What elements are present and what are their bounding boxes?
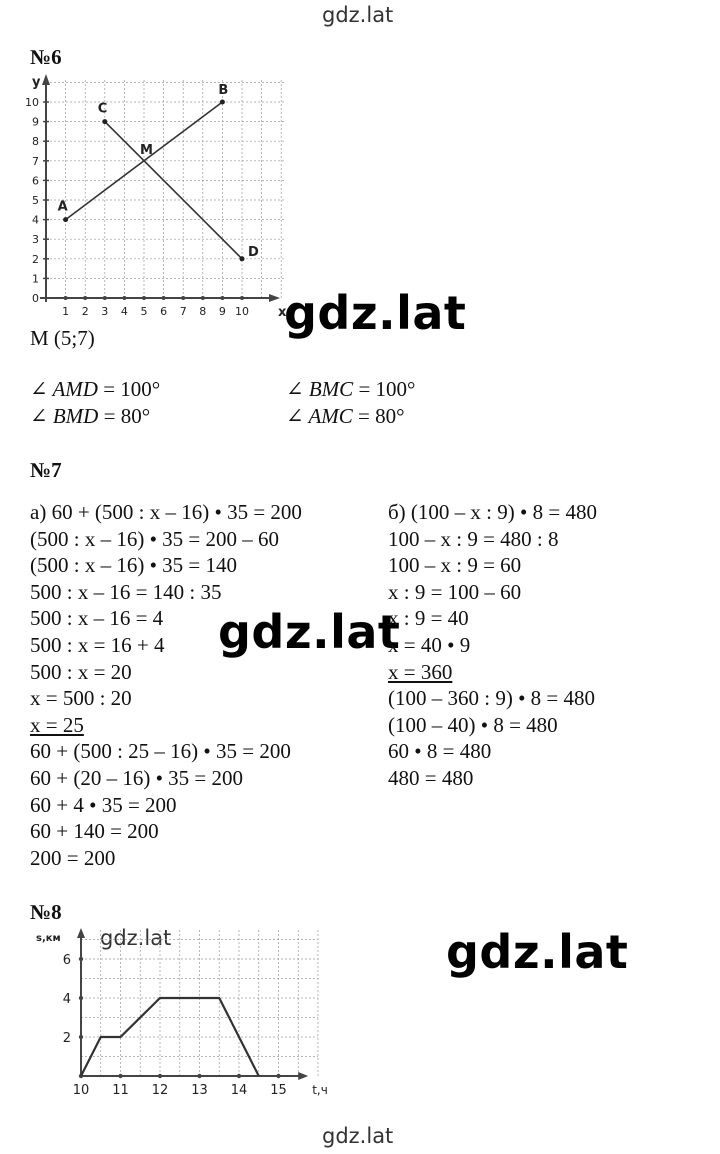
watermark-large-1: gdz.lat: [284, 286, 467, 340]
eq-b-line-6: х = 40 • 9: [388, 632, 471, 657]
watermark-chart: gdz.lat: [100, 926, 172, 950]
eq-a-check-4: 60 + 140 = 200: [30, 819, 159, 844]
task8-grid: [81, 930, 318, 1076]
x-tick-label: 10: [72, 1083, 90, 1098]
task8-title: №8: [30, 900, 62, 924]
y-tick-label: 2: [62, 1031, 71, 1046]
angle-amd-value: = 100°: [103, 377, 161, 401]
task6-grid: [46, 78, 286, 298]
eq-a-check-3: 60 + 4 • 35 = 200: [30, 792, 177, 817]
x-tick-label: 2: [81, 305, 89, 318]
point-label-d: D: [248, 244, 259, 260]
y-tick-label: 1: [32, 272, 39, 286]
task7-column-b: [388, 499, 597, 792]
eq-a-line-3: (500 : х – 16) • 35 = 140: [30, 553, 238, 578]
point-b: [220, 100, 225, 105]
x-tick-label: 9: [218, 305, 226, 318]
eq-b-answer: х = 360: [388, 659, 453, 684]
eq-b-check-2: (100 – 40) • 8 = 480: [388, 712, 558, 737]
x-tick-label: 10: [235, 305, 249, 318]
eq-a-line-6: 500 : х = 16 + 4: [30, 632, 165, 657]
eq-b-line-3: 100 – х : 9 = 60: [388, 553, 522, 578]
x-tick-label: 14: [230, 1083, 248, 1098]
task7-column-a: [30, 499, 302, 871]
point-c: [102, 119, 107, 124]
watermark-top: gdz.lat: [322, 3, 394, 27]
x-tick-mark: [276, 1074, 280, 1078]
task6-axes: [40, 74, 280, 302]
angle-amd-name: AMD: [52, 377, 98, 401]
y-tick-label: 9: [32, 115, 39, 129]
x-axis-label: t,ч: [312, 1083, 328, 1097]
y-tick-mark: [79, 1035, 83, 1039]
y-tick-label: 6: [62, 953, 71, 968]
angle-amc-name: AMC: [308, 404, 353, 428]
eq-a-check-2: 60 + (20 – 16) • 35 = 200: [30, 765, 244, 790]
eq-a-line-1: а) 60 + (500 : х – 16) • 35 = 200: [30, 500, 302, 524]
segment-CD: [105, 122, 242, 259]
task6-title: №6: [30, 45, 62, 69]
x-axis-label: x: [278, 305, 287, 320]
x-tick-label: 5: [140, 305, 148, 318]
y-tick-mark: [79, 996, 83, 1000]
x-tick-mark: [181, 296, 185, 300]
x-tick-label: 1: [62, 305, 70, 318]
x-tick-mark: [197, 1074, 201, 1078]
x-tick-mark: [237, 1074, 241, 1078]
y-tick-mark: [79, 957, 83, 961]
x-tick-mark: [122, 296, 126, 300]
eq-a-check-1: 60 + (500 : 25 – 16) • 35 = 200: [30, 739, 291, 764]
eq-a-line-7: 500 : х = 20: [30, 659, 132, 684]
task6-tick-labels: [25, 75, 287, 320]
watermark-bottom: gdz.lat: [322, 1124, 394, 1148]
origin-label: 0: [32, 292, 39, 305]
eq-a-line-2: (500 : х – 16) • 35 = 200 – 60: [30, 526, 280, 551]
x-tick-mark: [118, 1074, 122, 1078]
x-tick-mark: [240, 296, 244, 300]
angle-bmd-name: BMD: [52, 404, 99, 428]
x-tick-label: 7: [179, 305, 187, 318]
y-tick-label: 6: [32, 174, 39, 188]
x-tick-label: 3: [101, 305, 109, 318]
y-axis-arrow: [77, 928, 85, 938]
task6-points: [58, 83, 259, 261]
eq-a-answer: х = 25: [30, 712, 84, 737]
x-tick-mark: [158, 1074, 162, 1078]
angle-amc: ∠ AMC = 80°: [286, 404, 405, 428]
angle-bmd-value: = 80°: [103, 404, 151, 428]
y-tick-label: 8: [32, 135, 39, 149]
y-axis-label: s,км: [36, 933, 61, 944]
angle-bmd: ∠ BMD = 80°: [30, 404, 151, 428]
eq-a-line-5: 500 : х – 16 = 4: [30, 606, 164, 631]
x-tick-mark: [142, 296, 146, 300]
x-tick-label: 11: [112, 1083, 129, 1098]
x-tick-mark: [162, 296, 166, 300]
y-tick-label: 2: [32, 252, 39, 266]
y-axis-arrow: [42, 74, 50, 85]
x-tick-label: 4: [120, 305, 128, 318]
point-label-c: C: [97, 101, 108, 117]
eq-a-check-5: 200 = 200: [30, 845, 116, 870]
angle-bmc-name: BMC: [308, 377, 354, 401]
x-tick-mark: [83, 296, 87, 300]
eq-b-check-3: 60 • 8 = 480: [388, 739, 492, 764]
angle-amc-value: = 80°: [358, 404, 405, 428]
eq-b-line-5: х : 9 = 40: [388, 606, 469, 631]
x-axis-arrow: [269, 294, 280, 302]
point-label-a: A: [57, 199, 68, 215]
watermark-large-2: gdz.lat: [218, 605, 401, 659]
angle-bmc-value: = 100°: [358, 377, 416, 401]
angle-bmc: ∠ BMC = 100°: [286, 377, 416, 401]
x-tick-mark: [64, 296, 68, 300]
y-tick-label: 5: [32, 194, 39, 207]
eq-b-check-4: 480 = 480: [388, 765, 474, 790]
x-tick-label: 15: [270, 1083, 287, 1098]
x-tick-label: 13: [191, 1083, 208, 1098]
y-tick-label: 4: [32, 213, 39, 227]
x-tick-mark: [201, 296, 205, 300]
eq-b-check-1: (100 – 360 : 9) • 8 = 480: [388, 686, 596, 711]
y-axis-label: y: [32, 75, 41, 90]
eq-b-line-2: 100 – х : 9 = 480 : 8: [388, 526, 559, 551]
point-d: [240, 256, 245, 261]
task8-distance-time-chart: [28, 922, 338, 1104]
point-label-b: B: [218, 83, 229, 98]
eq-a-line-4: 500 : х – 16 = 140 : 35: [30, 579, 222, 604]
x-axis-arrow: [298, 1072, 308, 1080]
angle-amd: ∠ AMD = 100°: [30, 377, 161, 401]
task8-tick-labels: [36, 933, 328, 1098]
x-tick-mark: [103, 296, 107, 300]
task6-answer: M (5;7): [30, 326, 95, 350]
eq-b-line-4: х : 9 = 100 – 60: [388, 579, 522, 604]
point-label-m: M: [140, 142, 153, 158]
x-tick-label: 8: [199, 305, 207, 318]
task6-coordinate-graph: [25, 70, 288, 320]
point-a: [63, 217, 68, 222]
x-tick-label: 12: [151, 1083, 169, 1098]
y-tick-label: 4: [62, 992, 71, 1007]
y-tick-label: 7: [32, 154, 39, 168]
eq-b-line-1: б) (100 – х : 9) • 8 = 480: [388, 500, 597, 524]
watermark-large-3: gdz.lat: [446, 925, 629, 979]
x-tick-mark: [220, 296, 224, 300]
task7-title: №7: [30, 458, 62, 482]
eq-a-line-8: х = 500 : 20: [30, 686, 132, 711]
y-tick-label: 3: [32, 233, 39, 247]
task8-axes: [77, 928, 308, 1080]
y-tick-label: 10: [25, 96, 39, 109]
x-tick-label: 6: [160, 305, 168, 318]
